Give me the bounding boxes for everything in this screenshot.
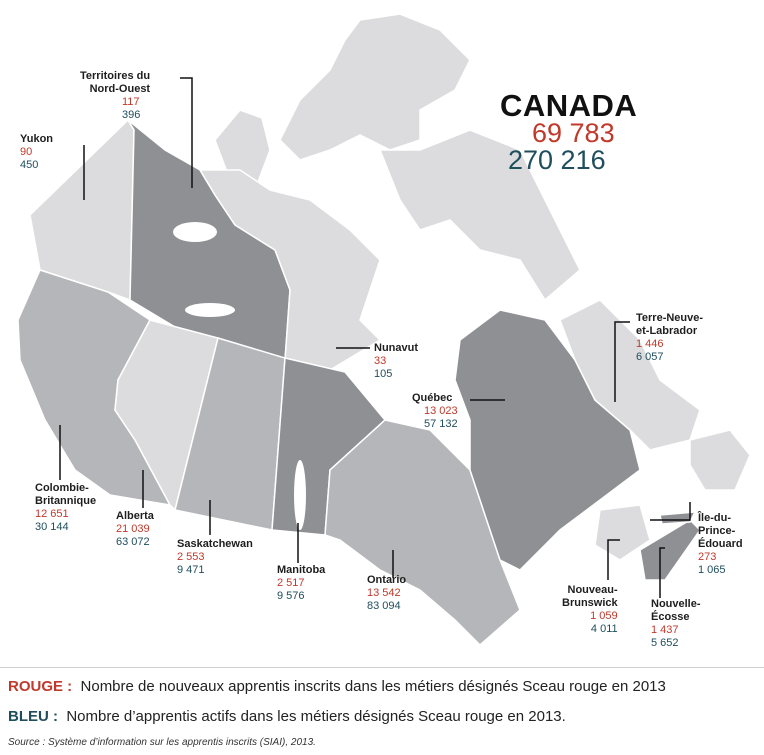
legend-rouge-text: Nombre de nouveaux apprentis inscrits dans les métiers désignés Sceau rouge en 2013	[80, 678, 666, 695]
region-name: Manitoba	[277, 564, 326, 576]
canada-title: CANADA	[500, 88, 638, 123]
great-bear-lake	[173, 222, 217, 242]
region-name: Yukon	[20, 133, 54, 145]
region-name-line1: Nouvelle-	[651, 598, 701, 610]
region-new: 1 446	[636, 338, 664, 350]
region-name-line2: Britannique	[35, 495, 97, 507]
region-new: 1 437	[651, 624, 679, 636]
legend-divider	[0, 667, 764, 668]
region-name-line1: Territoires du	[80, 70, 151, 82]
region-active: 450	[20, 159, 39, 171]
region-name-line2: et-Labrador	[636, 325, 698, 337]
region-new: 33	[374, 355, 387, 367]
cb-label	[35, 482, 96, 534]
region-name-line2: Écosse	[651, 611, 690, 623]
nunavut-label	[374, 342, 418, 381]
legend-bleu	[8, 708, 566, 725]
canada-active-count: 270 216	[508, 145, 606, 175]
ipe-label	[698, 512, 743, 577]
region-active: 30 144	[35, 521, 69, 533]
legend-rouge-key: ROUGE :	[8, 678, 73, 695]
alberta-label	[116, 510, 154, 549]
region-active: 396	[122, 109, 141, 121]
quebec-label	[412, 392, 458, 431]
region-name: Alberta	[116, 510, 154, 522]
region-active: 83 094	[367, 600, 401, 612]
region-name: Ontario	[367, 574, 407, 586]
region-name-line1: Nouveau-	[567, 584, 618, 596]
region-name-line2: Prince-	[698, 525, 736, 537]
region-new: 12 651	[35, 508, 69, 520]
region-active: 5 652	[651, 637, 679, 649]
region-new: 21 039	[116, 523, 150, 535]
region-active: 6 057	[636, 351, 664, 363]
tnl-label	[636, 312, 703, 364]
region-new: 2 517	[277, 577, 305, 589]
newfoundland-island	[690, 430, 750, 490]
region-new: 1 059	[590, 610, 618, 622]
ne-region	[640, 520, 700, 580]
tno-label	[80, 70, 150, 122]
nb-label	[562, 584, 618, 636]
region-name: Nunavut	[374, 342, 418, 354]
ne-label	[651, 598, 701, 650]
region-new: 2 553	[177, 551, 205, 563]
region-new: 13 542	[367, 587, 401, 599]
region-new: 90	[20, 146, 33, 158]
region-new: 117	[122, 96, 140, 108]
region-name-line1: Île-du-	[698, 512, 731, 524]
region-active: 9 471	[177, 564, 205, 576]
region-name-line1: Colombie-	[35, 482, 89, 494]
region-name-line2: Nord-Ouest	[89, 83, 151, 95]
region-active: 63 072	[116, 536, 150, 548]
region-name: Québec	[412, 392, 453, 404]
ontario-label	[367, 574, 406, 613]
sask-label	[177, 538, 253, 577]
region-name-line1: Terre-Neuve-	[636, 312, 704, 324]
great-slave-lake	[185, 303, 235, 317]
region-new: 13 023	[424, 405, 458, 417]
legend-bleu-key: BLEU :	[8, 708, 58, 725]
region-active: 57 132	[424, 418, 458, 430]
region-name: Saskatchewan	[177, 538, 253, 550]
region-active: 105	[374, 368, 393, 380]
region-active: 9 576	[277, 590, 305, 602]
arctic-islands-2	[280, 14, 470, 160]
lake-winnipeg	[294, 460, 306, 530]
region-active: 1 065	[698, 564, 726, 576]
legend-rouge	[8, 678, 666, 695]
manitoba-label	[277, 564, 325, 603]
yukon-label	[20, 133, 53, 172]
region-name-line2: Brunswick	[562, 597, 618, 609]
region-new: 273	[698, 551, 717, 563]
region-active: 4 011	[590, 623, 618, 635]
canada-new-count: 69 783	[532, 118, 615, 148]
source-note: Source : Système d’information sur les apprentis inscrits (SIAI), 2013.	[8, 737, 316, 748]
legend-bleu-text: Nombre d’apprentis actifs dans les métiers désignés Sceau rouge en 2013.	[66, 708, 566, 725]
region-name-line3: Édouard	[698, 538, 743, 550]
